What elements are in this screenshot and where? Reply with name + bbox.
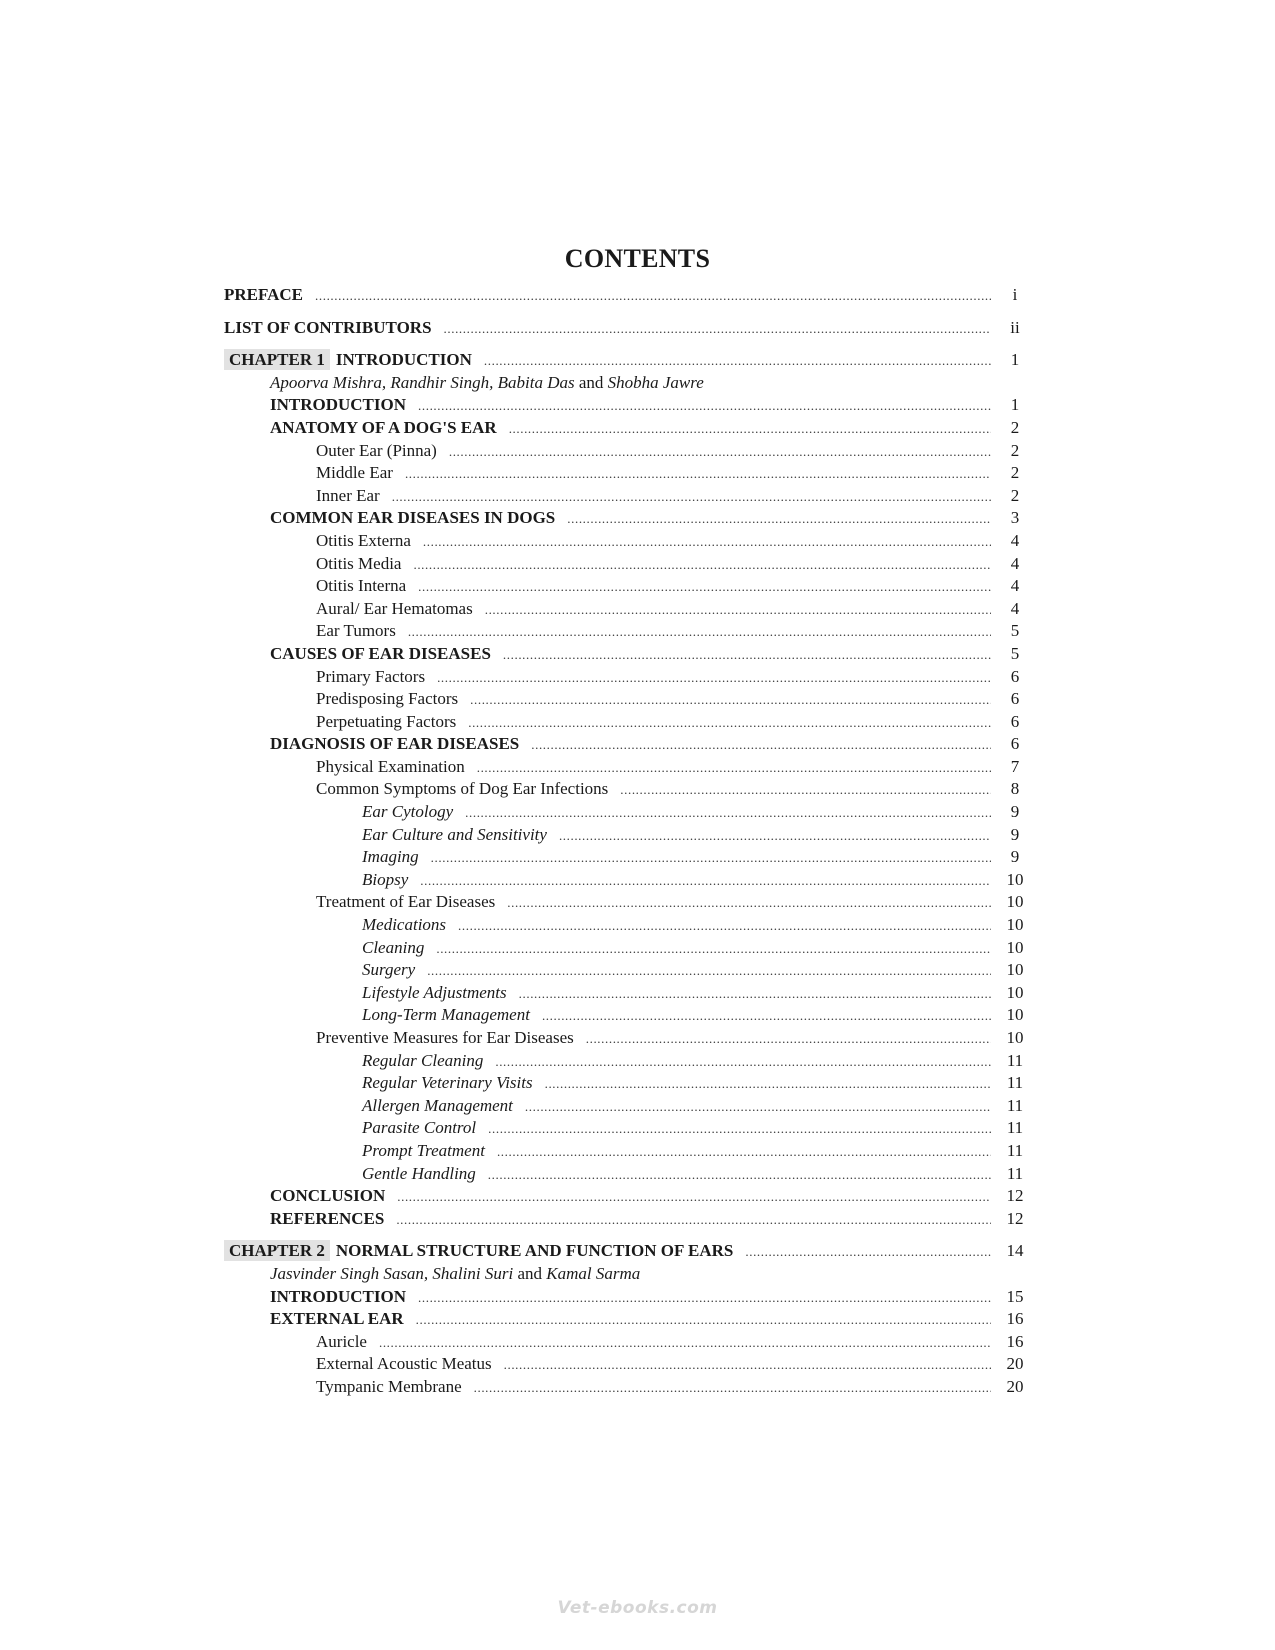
toc-entry-label: Auricle bbox=[316, 1331, 367, 1351]
toc-entry-label: Otitis Externa bbox=[316, 530, 411, 550]
toc-entry[interactable] bbox=[224, 598, 1039, 621]
toc-entry-label: Inner Ear bbox=[316, 485, 380, 505]
toc-entry-title bbox=[316, 575, 418, 598]
dot-leader bbox=[458, 915, 991, 938]
toc-entry[interactable] bbox=[224, 349, 1039, 372]
toc-entry-page-number: 2 bbox=[1010, 417, 1020, 437]
toc-entry-label: Medications bbox=[362, 915, 447, 935]
toc-entry-title bbox=[224, 317, 444, 340]
toc-entry-title bbox=[316, 440, 449, 463]
toc-entry[interactable] bbox=[224, 284, 1039, 307]
toc-entry-title bbox=[316, 711, 468, 734]
toc-entry[interactable] bbox=[224, 733, 1039, 756]
dot-leader bbox=[427, 960, 991, 983]
toc-entry-label: Prompt Treatment bbox=[362, 1140, 485, 1160]
dot-leader bbox=[437, 667, 991, 690]
toc-entry-label: INTRODUCTION bbox=[335, 350, 472, 370]
toc-entry[interactable] bbox=[224, 937, 1039, 960]
toc-entry[interactable] bbox=[224, 778, 1039, 801]
toc-entry-page-number: 16 bbox=[1006, 1331, 1024, 1351]
toc-entry-title bbox=[316, 891, 507, 914]
toc-entry[interactable] bbox=[224, 1240, 1039, 1263]
toc-entry[interactable] bbox=[224, 1004, 1039, 1027]
toc-entry[interactable] bbox=[224, 317, 1039, 340]
dot-leader bbox=[418, 1287, 991, 1310]
toc-entry-label: Otitis Media bbox=[316, 553, 402, 573]
toc-entry[interactable] bbox=[224, 824, 1039, 847]
toc-entry[interactable] bbox=[224, 914, 1039, 937]
toc-entry-label: ANATOMY OF A DOG'S EAR bbox=[270, 417, 497, 437]
toc-entry-page-number: 15 bbox=[1006, 1286, 1024, 1306]
toc-entry-page-number: 5 bbox=[1010, 621, 1020, 641]
toc-entry-label: Ear Culture and Sensitivity bbox=[362, 824, 547, 844]
toc-entry[interactable] bbox=[224, 1027, 1039, 1050]
toc-entry-page-number: 11 bbox=[1006, 1050, 1024, 1070]
toc-entry-title bbox=[270, 507, 567, 530]
toc-entry-label: INTRODUCTION bbox=[270, 1286, 407, 1306]
toc-entry[interactable] bbox=[224, 575, 1039, 598]
toc-entry-label: Primary Factors bbox=[316, 666, 426, 686]
toc-entry-page-number: 12 bbox=[1006, 1186, 1024, 1206]
toc-entry-page-number: 6 bbox=[1010, 689, 1020, 709]
toc-entry-label: Gentle Handling bbox=[362, 1163, 476, 1183]
toc-entry-label: Lifestyle Adjustments bbox=[362, 982, 507, 1002]
dot-leader bbox=[436, 938, 991, 961]
toc-entry-page-number: 2 bbox=[1010, 463, 1020, 483]
toc-entry-page-number: 1 bbox=[1010, 395, 1020, 415]
toc-entry[interactable] bbox=[224, 530, 1039, 553]
toc-entry-page-number: 11 bbox=[1006, 1073, 1024, 1093]
toc-entry-title bbox=[316, 666, 437, 689]
toc-entry[interactable] bbox=[224, 1331, 1039, 1354]
dot-leader bbox=[620, 779, 991, 802]
toc-entry-title bbox=[362, 1095, 525, 1118]
toc-entry[interactable] bbox=[224, 756, 1039, 779]
toc-entry-label: Regular Veterinary Visits bbox=[362, 1073, 533, 1093]
toc-entry-page-number: 3 bbox=[1010, 508, 1020, 528]
dot-leader bbox=[405, 463, 991, 486]
toc-entry-label: Preventive Measures for Ear Diseases bbox=[316, 1028, 574, 1047]
dot-leader bbox=[542, 1005, 991, 1028]
toc-entry[interactable] bbox=[224, 394, 1039, 417]
toc-entry-page-number: 6 bbox=[1010, 734, 1020, 754]
toc-entry[interactable] bbox=[224, 485, 1039, 508]
toc-entry-label: Predisposing Factors bbox=[316, 689, 459, 709]
toc-entry-page-number: 5 bbox=[1010, 643, 1020, 663]
toc-entry[interactable] bbox=[224, 711, 1039, 734]
toc-entry-page-number: 6 bbox=[1010, 666, 1020, 686]
toc-entry-title bbox=[224, 284, 315, 307]
toc-entry[interactable] bbox=[224, 1117, 1039, 1140]
toc-entry[interactable] bbox=[224, 1050, 1039, 1073]
toc-entry-title bbox=[270, 394, 418, 417]
toc-entry[interactable] bbox=[224, 1353, 1039, 1376]
toc-entry-title bbox=[316, 756, 477, 779]
dot-leader bbox=[474, 1377, 991, 1400]
dot-leader bbox=[503, 644, 991, 667]
dot-leader bbox=[509, 418, 991, 441]
toc-entry[interactable] bbox=[224, 620, 1039, 643]
toc-entry-title bbox=[362, 982, 519, 1005]
author-text: and bbox=[574, 372, 608, 392]
toc-entry[interactable] bbox=[224, 462, 1039, 485]
toc-entry-page-number: 11 bbox=[1006, 1095, 1024, 1115]
toc-entry-label: Ear Tumors bbox=[316, 621, 396, 641]
dot-leader bbox=[413, 554, 991, 577]
author-text: Kamal Sarma bbox=[546, 1263, 641, 1283]
toc-entry-label: Regular Cleaning bbox=[362, 1050, 484, 1070]
dot-leader bbox=[468, 712, 991, 735]
toc-entry-label: Tympanic Membrane bbox=[316, 1376, 462, 1396]
toc-entry[interactable] bbox=[224, 440, 1039, 463]
author-text: and bbox=[513, 1263, 547, 1283]
toc-entry-title bbox=[316, 620, 408, 643]
toc-entry-title bbox=[316, 688, 470, 711]
dot-leader bbox=[519, 983, 991, 1006]
toc-entry-page-number: 4 bbox=[1010, 530, 1020, 550]
dot-leader bbox=[392, 486, 991, 509]
toc-entry-page-number: 1 bbox=[1010, 350, 1020, 370]
toc-entry[interactable] bbox=[224, 1308, 1039, 1331]
toc-entry-page-number: 20 bbox=[1006, 1376, 1024, 1396]
dot-leader bbox=[477, 757, 991, 780]
dot-leader bbox=[379, 1332, 991, 1355]
toc-entry-title bbox=[270, 1208, 396, 1231]
toc-entry[interactable] bbox=[224, 1072, 1039, 1095]
dot-leader bbox=[495, 1051, 991, 1074]
dot-leader bbox=[449, 441, 991, 464]
toc-entry[interactable] bbox=[224, 666, 1039, 689]
toc-entry-title bbox=[316, 553, 413, 576]
toc-entry[interactable] bbox=[224, 982, 1039, 1005]
toc-entry-title bbox=[270, 417, 509, 440]
toc-entry-label: Aural/ Ear Hematomas bbox=[316, 598, 473, 618]
dot-leader bbox=[545, 1073, 991, 1096]
toc-entry-page-number: ii bbox=[1010, 317, 1020, 337]
toc-entry-page-number: 10 bbox=[1006, 1005, 1024, 1025]
toc-entry-title bbox=[362, 1072, 545, 1095]
dot-leader bbox=[504, 1354, 991, 1377]
toc-entry-page-number: 8 bbox=[1010, 779, 1020, 799]
toc-entry-label: Surgery bbox=[362, 960, 416, 980]
toc-entry-label: Middle Ear bbox=[316, 463, 393, 483]
toc-entry-page-number: 4 bbox=[1010, 553, 1020, 573]
toc-entry-page-number: 10 bbox=[1006, 982, 1024, 1002]
toc-entry-label: COMMON EAR DISEASES IN DOGS bbox=[270, 508, 556, 528]
chapter-authors bbox=[224, 372, 1039, 395]
toc-entry-title bbox=[316, 1376, 474, 1399]
toc-entry-page-number: 11 bbox=[1006, 1118, 1024, 1138]
toc-entry-page-number: 2 bbox=[1010, 485, 1020, 505]
toc-entry[interactable] bbox=[224, 643, 1039, 666]
dot-leader bbox=[488, 1118, 991, 1141]
toc-entry-label: PREFACE bbox=[224, 285, 304, 304]
dot-leader bbox=[531, 734, 991, 757]
dot-leader bbox=[420, 870, 991, 893]
toc-entry[interactable] bbox=[224, 959, 1039, 982]
toc-entry-page-number: 14 bbox=[1006, 1241, 1024, 1261]
toc-entry-label: CONCLUSION bbox=[270, 1186, 386, 1206]
page-title: CONTENTS bbox=[564, 244, 711, 273]
toc-entry[interactable] bbox=[224, 1140, 1039, 1163]
toc-entry-label: EXTERNAL EAR bbox=[270, 1309, 404, 1329]
dot-leader bbox=[408, 621, 991, 644]
dot-leader bbox=[525, 1096, 991, 1119]
dot-leader bbox=[397, 1186, 991, 1209]
toc-entry-page-number: 6 bbox=[1010, 711, 1020, 731]
toc-entry[interactable] bbox=[224, 1208, 1039, 1231]
toc-entry-title bbox=[362, 1004, 542, 1027]
toc-entry-page-number: 9 bbox=[1010, 824, 1020, 844]
toc-entry-title bbox=[316, 1331, 379, 1354]
toc-entry[interactable] bbox=[224, 688, 1039, 711]
toc-entry-title bbox=[362, 801, 465, 824]
toc-entry-page-number: 10 bbox=[1006, 1028, 1024, 1047]
toc-entry[interactable] bbox=[224, 1163, 1039, 1186]
toc-entry-page-number: 7 bbox=[1010, 756, 1020, 776]
dot-leader bbox=[488, 1164, 991, 1187]
author-text: Shobha Jawre bbox=[607, 372, 704, 392]
toc-entry-page-number: 4 bbox=[1010, 598, 1020, 618]
toc-entry[interactable] bbox=[224, 869, 1039, 892]
dot-leader bbox=[470, 689, 991, 712]
toc-entry-page-number: 16 bbox=[1006, 1309, 1024, 1329]
toc-entry-title bbox=[224, 349, 484, 372]
toc-entry-label: Allergen Management bbox=[362, 1095, 513, 1115]
toc-entry-title bbox=[362, 1050, 495, 1073]
toc-entry-title bbox=[362, 937, 436, 960]
author-text: Jasvinder Singh Sasan, Shalini Suri bbox=[270, 1263, 514, 1283]
toc-entry[interactable] bbox=[224, 801, 1039, 824]
toc-entry-label: CAUSES OF EAR DISEASES bbox=[270, 643, 491, 663]
toc-entry-label: External Acoustic Meatus bbox=[316, 1354, 492, 1374]
toc-entry-label: Imaging bbox=[362, 847, 419, 867]
toc-entry-title bbox=[316, 598, 485, 621]
toc-entry[interactable] bbox=[224, 846, 1039, 869]
toc-entry[interactable] bbox=[224, 553, 1039, 576]
toc-entry-title bbox=[362, 1163, 488, 1186]
toc-entry-label: INTRODUCTION bbox=[270, 395, 407, 415]
toc-entry-page-number: 10 bbox=[1006, 937, 1024, 957]
toc-entry-title bbox=[316, 530, 423, 553]
toc-entry-label: Physical Examination bbox=[316, 756, 465, 776]
toc-entry-label: Ear Cytology bbox=[362, 802, 454, 822]
dot-leader bbox=[444, 318, 991, 341]
toc-entry-title bbox=[362, 1140, 497, 1163]
dot-leader bbox=[485, 599, 991, 622]
dot-leader bbox=[567, 508, 991, 531]
dot-leader bbox=[431, 847, 991, 870]
toc-entry-page-number: 9 bbox=[1010, 847, 1020, 867]
toc-entry-title bbox=[316, 462, 405, 485]
toc-entry[interactable] bbox=[224, 1376, 1039, 1399]
toc-entry-page-number: i bbox=[1012, 285, 1018, 304]
toc-entry-page-number: 10 bbox=[1006, 915, 1024, 935]
toc-entry-page-number: 12 bbox=[1006, 1208, 1024, 1228]
toc-entry-page-number: 10 bbox=[1006, 869, 1024, 889]
table-of-contents bbox=[224, 284, 1039, 1399]
dot-leader bbox=[507, 892, 991, 915]
toc-entry-page-number: 10 bbox=[1006, 960, 1024, 980]
chapter-authors bbox=[224, 1263, 1039, 1286]
toc-entry-title bbox=[362, 846, 431, 869]
dot-leader bbox=[586, 1028, 991, 1051]
toc-entry[interactable] bbox=[224, 507, 1039, 530]
toc-entry-title bbox=[316, 1353, 504, 1376]
toc-entry-label: LIST OF CONTRIBUTORS bbox=[224, 317, 432, 337]
watermark-logo: Vet-ebooks.com bbox=[557, 1598, 718, 1618]
author-text: Apoorva Mishra, Randhir Singh, Babita Das bbox=[270, 372, 575, 392]
dot-leader bbox=[423, 531, 991, 554]
toc-entry-page-number: 2 bbox=[1010, 440, 1020, 460]
toc-entry-label: Perpetuating Factors bbox=[316, 711, 457, 731]
toc-entry-page-number: 11 bbox=[1006, 1140, 1024, 1160]
dot-leader bbox=[315, 285, 991, 308]
toc-entry-title bbox=[362, 1117, 488, 1140]
dot-leader bbox=[745, 1241, 991, 1264]
dot-leader bbox=[484, 350, 991, 373]
dot-leader bbox=[418, 576, 991, 599]
toc-entry-label: Outer Ear (Pinna) bbox=[316, 440, 437, 460]
toc-entry-title bbox=[224, 1240, 745, 1263]
toc-entry-title bbox=[316, 778, 620, 801]
chapter-number-badge: CHAPTER 2 bbox=[224, 1240, 330, 1261]
toc-entry-title bbox=[362, 959, 427, 982]
toc-entry-label: Common Symptoms of Dog Ear Infections bbox=[316, 779, 609, 799]
toc-entry-page-number: 10 bbox=[1006, 892, 1024, 912]
dot-leader bbox=[465, 802, 991, 825]
toc-entry-label: Otitis Interna bbox=[316, 576, 407, 596]
toc-entry[interactable] bbox=[224, 1185, 1039, 1208]
toc-entry-page-number: 4 bbox=[1010, 576, 1020, 596]
toc-entry-title bbox=[270, 1185, 397, 1208]
dot-leader bbox=[418, 395, 991, 418]
toc-entry-title bbox=[270, 1286, 418, 1309]
toc-entry-title bbox=[270, 643, 503, 666]
toc-entry-title bbox=[316, 485, 392, 508]
toc-entry-label: Treatment of Ear Diseases bbox=[316, 892, 496, 912]
toc-entry-title bbox=[362, 824, 559, 847]
dot-leader bbox=[497, 1141, 991, 1164]
toc-entry[interactable] bbox=[224, 1286, 1039, 1309]
toc-entry[interactable] bbox=[224, 891, 1039, 914]
dot-leader bbox=[559, 825, 991, 848]
toc-entry-label: Biopsy bbox=[362, 869, 409, 889]
toc-entry-title bbox=[362, 869, 420, 892]
toc-entry-label: Long-Term Management bbox=[362, 1005, 530, 1025]
toc-entry-page-number: 20 bbox=[1006, 1354, 1024, 1374]
chapter-number-badge: CHAPTER 1 bbox=[224, 349, 330, 370]
toc-entry[interactable] bbox=[224, 417, 1039, 440]
toc-entry-page-number: 11 bbox=[1006, 1163, 1024, 1183]
toc-entry-title bbox=[270, 733, 531, 756]
dot-leader bbox=[396, 1209, 991, 1232]
toc-entry-label: REFERENCES bbox=[270, 1208, 385, 1228]
toc-entry[interactable] bbox=[224, 1095, 1039, 1118]
toc-entry-label: Cleaning bbox=[362, 937, 425, 957]
toc-entry-page-number: 9 bbox=[1010, 802, 1020, 822]
toc-entry-label: NORMAL STRUCTURE AND FUNCTION OF EARS bbox=[335, 1241, 734, 1261]
toc-entry-title bbox=[270, 1308, 416, 1331]
dot-leader bbox=[416, 1309, 991, 1332]
toc-entry-title bbox=[362, 914, 458, 937]
toc-entry-label: DIAGNOSIS OF EAR DISEASES bbox=[270, 734, 520, 754]
toc-entry-title bbox=[316, 1027, 586, 1050]
toc-entry-label: Parasite Control bbox=[362, 1118, 477, 1138]
